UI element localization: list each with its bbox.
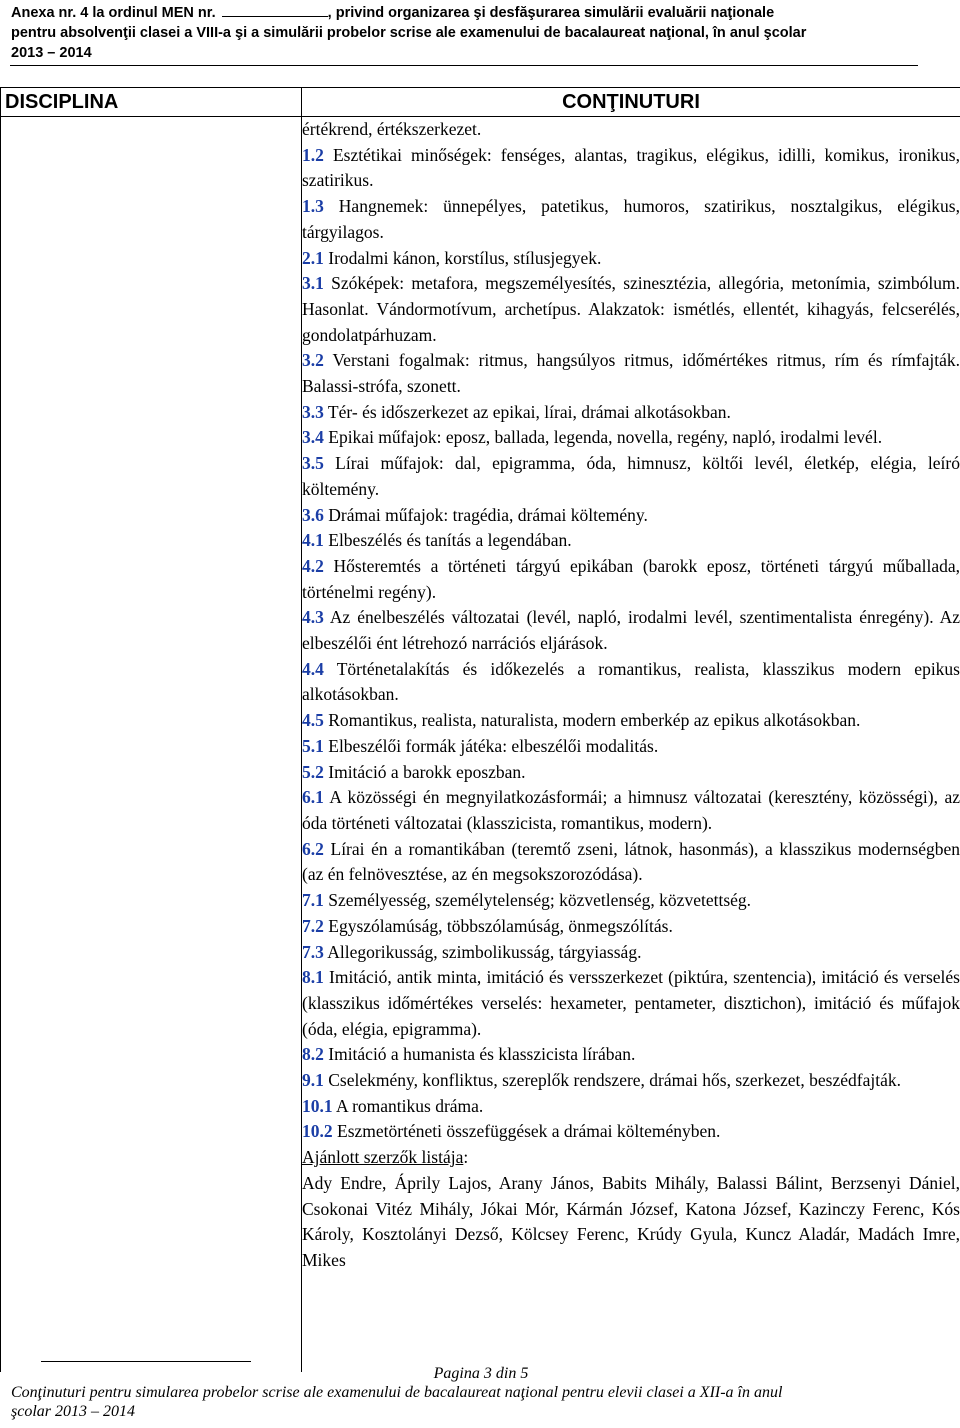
content-item	[302, 914, 960, 940]
footer-line-2: şcolar 2013 – 2014	[11, 1403, 135, 1420]
authors-heading	[302, 1145, 960, 1171]
content-item-number: 4.1	[302, 530, 324, 551]
discipline-column-header: DISCIPLINA	[1, 88, 302, 117]
content-item-text: értékrend, értékszerkezet.	[302, 119, 482, 139]
content-item-text: Történetalakítás és időkezelés a romantikus, realista, klasszikus modern epikus alkotásokban.	[302, 658, 960, 705]
content-item	[302, 348, 960, 399]
content-item-text: Romantikus, realista, naturalista, modern emberkép az epikus alkotásokban.	[323, 710, 861, 731]
content-item	[302, 888, 960, 914]
authors-heading-colon: :	[463, 1147, 469, 1168]
content-item-number: 1.3	[302, 196, 324, 217]
header-title-start: , privind organizarea şi desfăşurarea simulării evaluării naţionale	[327, 5, 775, 21]
content-item-number: 4.3	[302, 607, 324, 628]
content-item-number: 3.3	[302, 401, 324, 422]
content-item	[302, 117, 960, 143]
content-item-text: Az énelbeszélés változatai (levél, napló, irodalmi levél, szentimentalista énregény). Az elbeszélői ént létrehozó narrációs eljárások.	[302, 607, 960, 654]
header-annex-label: Anexa nr. 4 la ordinul MEN nr.	[11, 5, 216, 21]
content-item	[302, 271, 960, 348]
content-item-number: 10.1	[302, 1095, 333, 1116]
content-item-text: Drámai műfajok: tragédia, drámai költemény.	[323, 504, 648, 525]
content-item-text: Személyesség, személytelenség; közvetlenség, közvetettség.	[323, 890, 752, 911]
contents-list	[302, 117, 960, 1145]
content-item-text: Imitáció a humanista és klasszicista lírában.	[323, 1044, 636, 1065]
content-item-text: Lírai műfajok: dal, epigramma, óda, himnusz, költői levél, életkép, elégia, leíró költemény.	[302, 453, 960, 499]
content-item	[302, 734, 960, 760]
content-item-text: Hősteremtés a történeti tárgyú epikában (barokk eposz, történeti tárgyú műballada, történelmi regény).	[302, 555, 960, 602]
content-item-text: Elbeszélés és tanítás a legendában.	[323, 530, 572, 551]
content-item-text: Verstani fogalmak: ritmus, hangsúlyos ritmus, időmértékes ritmus, rím és rímfajták. Balassi-strófa, szonett.	[302, 350, 960, 397]
content-item-text: Elbeszélői formák játéka: elbeszélői modalitás.	[323, 735, 659, 756]
table-header-row	[1, 88, 960, 117]
content-item-text: Esztétikai minőségek: fenséges, alantas, tragikus, elégikus, idilli, komikus, ironikus, szatirikus.	[302, 144, 960, 191]
content-item-number: 4.4	[302, 658, 324, 679]
content-item	[302, 708, 960, 734]
content-item	[302, 425, 960, 451]
content-item	[302, 1094, 960, 1120]
content-item-text: Hangnemek: ünnepélyes, patetikus, humoros, szatirikus, nosztalgikus, elégikus, tárgyilagos.	[302, 196, 960, 242]
content-item	[302, 451, 960, 502]
footer-rule	[41, 1361, 251, 1362]
discipline-cell	[1, 117, 302, 1373]
content-item	[302, 143, 960, 194]
content-item-text: Cselekmény, konfliktus, szereplők rendszere, drámai hős, szerkezet, beszédfajták.	[323, 1070, 901, 1091]
content-item-number: 3.5	[302, 453, 324, 474]
header-line-3: 2013 – 2014	[11, 45, 92, 61]
content-item-text: Epikai műfajok: eposz, ballada, legenda, novella, regény, napló, irodalmi levél.	[323, 427, 883, 448]
document-footer	[11, 1364, 951, 1421]
page-number: Pagina 3 din 5	[433, 1365, 529, 1382]
content-item-number: 5.2	[302, 761, 324, 782]
content-item	[302, 965, 960, 1042]
content-item	[302, 760, 960, 786]
document-header	[11, 3, 921, 63]
content-item	[302, 1068, 960, 1094]
contents-cell	[302, 117, 960, 1373]
header-line-1	[11, 3, 921, 23]
table-body-row	[1, 117, 960, 1373]
content-item-number: 9.1	[302, 1070, 324, 1091]
content-item-number: 5.1	[302, 735, 324, 756]
content-item-number: 4.5	[302, 710, 324, 731]
content-item	[302, 837, 960, 888]
content-item-text: Lírai én a romantikában (teremtő zseni, látnok, hasonmás), a klasszikus modernségben (az én felnövesztése, az én megsokszorozódása).	[302, 838, 960, 885]
content-item-text: Egyszólamúság, többszólamúság, önmegszólítás.	[323, 915, 673, 936]
content-item-number: 7.3	[302, 941, 324, 962]
content-item-number: 6.1	[302, 787, 324, 808]
content-item	[302, 528, 960, 554]
content-item	[302, 400, 960, 426]
header-rule	[10, 65, 918, 66]
content-item-number: 7.1	[302, 890, 324, 911]
content-item-number: 1.2	[302, 144, 324, 165]
content-item-text: Szóképek: metafora, megszemélyesítés, szinesztézia, allegória, metonímia, szimbólum. Hasonlat. Vándormotívum, archetípus. Alakzatok: ismétlés, ellentét, kihagyás, felcserélés, gondolatpárhuzam.	[302, 273, 960, 345]
content-item-text: Imitáció, antik minta, imitáció és versszerkezet (piktúra, szentencia), imitáció és verselés (klasszikus időmértékes verselés: hexameter, pentameter, disztichon), imitáció és műfajok (óda, elégia, epigramma).	[302, 967, 960, 1039]
content-item-number: 4.2	[302, 555, 324, 576]
content-table	[0, 87, 960, 1372]
content-item-number: 6.2	[302, 838, 324, 859]
content-item	[302, 503, 960, 529]
header-line-2: pentru absolvenţii clasei a VIII-a şi a simulării probelor scrise ale examenului de bacalaureat naţional, în anul şcolar	[11, 25, 807, 41]
content-item	[302, 940, 960, 966]
content-item	[302, 605, 960, 656]
content-item-number: 3.1	[302, 273, 324, 294]
content-item-text: A közösségi én megnyilatkozásformái; a himnusz változatai (keresztény, közösségi), az óda történeti változatai (klasszicista, romantikus, modern).	[302, 787, 960, 833]
content-item-number: 7.2	[302, 915, 324, 936]
content-item	[302, 785, 960, 836]
authors-heading-text: Ajánlott szerzők listája	[302, 1147, 464, 1168]
content-item-number: 3.2	[302, 350, 324, 371]
content-item-text: Irodalmi kánon, korstílus, stílusjegyek.	[323, 247, 602, 268]
content-item-number: 8.1	[302, 967, 324, 988]
content-item-number: 8.2	[302, 1044, 324, 1065]
content-item-text: Tér- és időszerkezet az epikai, lírai, drámai alkotásokban.	[323, 401, 731, 422]
content-item	[302, 246, 960, 272]
order-number-blank	[222, 4, 328, 17]
contents-column-header: CONŢINUTURI	[302, 88, 960, 117]
content-item-text: Imitáció a barokk eposzban.	[323, 761, 526, 782]
content-item-text: Allegorikusság, szimbolikusság, tárgyiasság.	[323, 941, 642, 962]
content-item	[302, 554, 960, 605]
content-item	[302, 194, 960, 245]
content-item-number: 3.6	[302, 504, 324, 525]
content-item	[302, 1119, 960, 1145]
content-item	[302, 657, 960, 708]
content-item-text: Eszmetörténeti összefüggések a drámai költeményben.	[332, 1121, 721, 1142]
content-item	[302, 1042, 960, 1068]
content-item-text: A romantikus dráma.	[332, 1095, 484, 1116]
authors-list: Ady Endre, Áprily Lajos, Arany János, Babits Mihály, Balassi Bálint, Berzsenyi Dániel, Csokonai Vitéz Mihály, Jókai Mór, Kármán József, Katona József, Kazinczy Ferenc, Kós Károly, Kosztolányi Dezső, Kölcsey Ferenc, Krúdy Gyula, Kuncz Aladár, Madách Imre, Mikes	[302, 1172, 960, 1270]
content-item-number: 10.2	[302, 1121, 333, 1142]
footer-line-1: Conţinuturi pentru simularea probelor scrise ale examenului de bacalaureat naţional pentru elevii clasei a XII-a în anul	[11, 1384, 783, 1401]
content-item-number: 2.1	[302, 247, 324, 268]
content-item-number: 3.4	[302, 427, 324, 448]
